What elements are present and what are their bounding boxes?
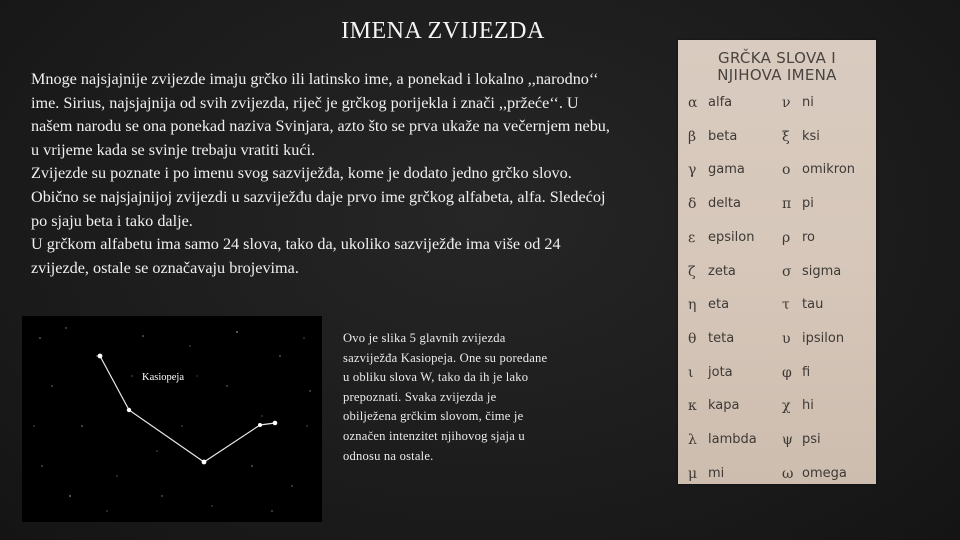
greek-letter-symbol: σ <box>782 263 792 280</box>
greek-letter-symbol: φ <box>782 364 792 381</box>
main-stars <box>98 354 278 465</box>
greek-letter-symbol: υ <box>782 330 791 347</box>
greek-letter-name: jota <box>708 364 733 380</box>
greek-letter-name: kapa <box>708 398 740 414</box>
greek-letter-name: ni <box>802 95 814 110</box>
greek-letter-name: ipsilon <box>802 330 845 346</box>
greek-letter-row <box>678 259 876 289</box>
greek-letter-row <box>678 157 876 187</box>
greek-letter-row <box>678 90 876 120</box>
greek-letter-name: pi <box>802 196 814 212</box>
greek-letter-row <box>678 124 876 154</box>
greek-letter-symbol: κ <box>688 398 697 415</box>
greek-letter-name: lambda <box>708 432 757 447</box>
greek-letter-symbol: ε <box>688 229 696 246</box>
greek-letter-name: ksi <box>802 128 820 144</box>
greek-letter-name: alfa <box>708 95 733 110</box>
greek-letter-name: epsilon <box>708 229 755 245</box>
greek-letter-row <box>678 326 876 356</box>
greek-letter-symbol: θ <box>688 330 697 347</box>
card-title-line-2: NJIHOVA IMENA <box>717 66 837 84</box>
greek-letter-name: tau <box>802 297 824 313</box>
paragraph-3: U grčkom alfabetu ima samo 24 slova, tako da, ukoliko sazviježđe ima više od 24 zvijezde, ostale se označavaju brojevima. <box>31 235 561 277</box>
greek-letter-symbol: ζ <box>688 263 696 280</box>
greek-letter-name: ro <box>802 229 816 245</box>
paragraph-2: Zvijezde su poznate i po imenu svog sazviježđa, kome je dodato jedno grčko slovo. Obično se najsjajnijoj zvijezdi u sazviježđu daje prvo ime grčkog alfabeta, alfa. Sledećoj po sjaju beta i tako dalje. <box>31 164 606 230</box>
greek-letter-symbol: η <box>688 297 697 314</box>
image-caption: Ovo je slika 5 glavnih zvijezda sazviježđa Kasiopeja. One su poredane u obliku slova W, tako da ih je lako prepoznati. Svaka zvijezda je obilježena grčkim slovom, čime je označen intenzitet njihovog sjaja u odnosu na ostale. <box>343 331 548 463</box>
greek-letter-name: hi <box>802 398 814 414</box>
greek-letter-row <box>678 427 876 457</box>
paragraph-1: Mnoge najsjajnije zvijezde imaju grčko ili latinsko ime, a ponekad i lokalno ,,narodno‘‘ ime. Sirius, najsjajnija od svih zvijezda, riječ je grčkog porijekla i znači ,,pržeće‘‘. U našem narodu se ona ponekad naziva Svinjara, azto što se prva ukaže na večernjem nebu, u vrijeme kada se svinje trebaju vratiti kući. <box>31 70 610 159</box>
greek-letter-symbol: β <box>688 128 697 145</box>
greek-letter-symbol: ν <box>782 95 791 111</box>
greek-letter-symbol: γ <box>688 162 697 179</box>
greek-letter-row <box>678 225 876 255</box>
greek-letter-row <box>678 191 876 221</box>
constellation-label: Kasiopeja <box>142 372 184 383</box>
greek-letter-name: delta <box>708 196 741 212</box>
body-text <box>31 68 611 280</box>
greek-letters-card <box>678 40 876 484</box>
greek-letter-symbol: α <box>688 95 698 111</box>
greek-letter-symbol: π <box>782 196 792 213</box>
greek-letter-symbol: ξ <box>782 128 790 145</box>
greek-letter-name: omega <box>802 465 847 481</box>
greek-letter-symbol: μ <box>688 465 698 482</box>
card-title <box>678 50 876 84</box>
greek-letter-name: omikron <box>802 162 856 178</box>
greek-letter-row <box>678 461 876 484</box>
greek-letter-name: beta <box>708 128 738 144</box>
greek-letter-name: psi <box>802 432 821 447</box>
greek-letter-name: zeta <box>708 263 736 279</box>
greek-letter-symbol: λ <box>688 432 697 448</box>
greek-letter-symbol: δ <box>688 196 697 213</box>
constellation-drawing <box>22 316 322 522</box>
greek-letter-symbol: ο <box>782 162 791 179</box>
cassiopeia-lines <box>100 356 275 462</box>
greek-letter-name: fi <box>802 364 811 380</box>
greek-letter-name: eta <box>708 297 730 313</box>
greek-letter-symbol: ω <box>782 465 794 482</box>
greek-letter-symbol: τ <box>782 297 790 314</box>
greek-letter-symbol: ι <box>688 364 694 381</box>
greek-letter-name: teta <box>708 330 735 346</box>
greek-letter-row <box>678 360 876 390</box>
greek-letter-symbol: ψ <box>782 432 793 448</box>
background-stars <box>33 327 310 511</box>
greek-letter-row <box>678 393 876 423</box>
greek-letter-name: gama <box>708 162 745 178</box>
greek-letter-symbol: ρ <box>782 229 791 246</box>
greek-letter-symbol: χ <box>782 398 791 415</box>
greek-letter-name: mi <box>708 465 725 481</box>
greek-letter-name: sigma <box>802 263 842 279</box>
slide-title: IMENA ZVIJEZDA <box>341 18 545 44</box>
cassiopeia-image <box>22 316 322 522</box>
card-title-line-1: GRČKA SLOVA I <box>718 49 836 67</box>
greek-letter-row <box>678 292 876 322</box>
